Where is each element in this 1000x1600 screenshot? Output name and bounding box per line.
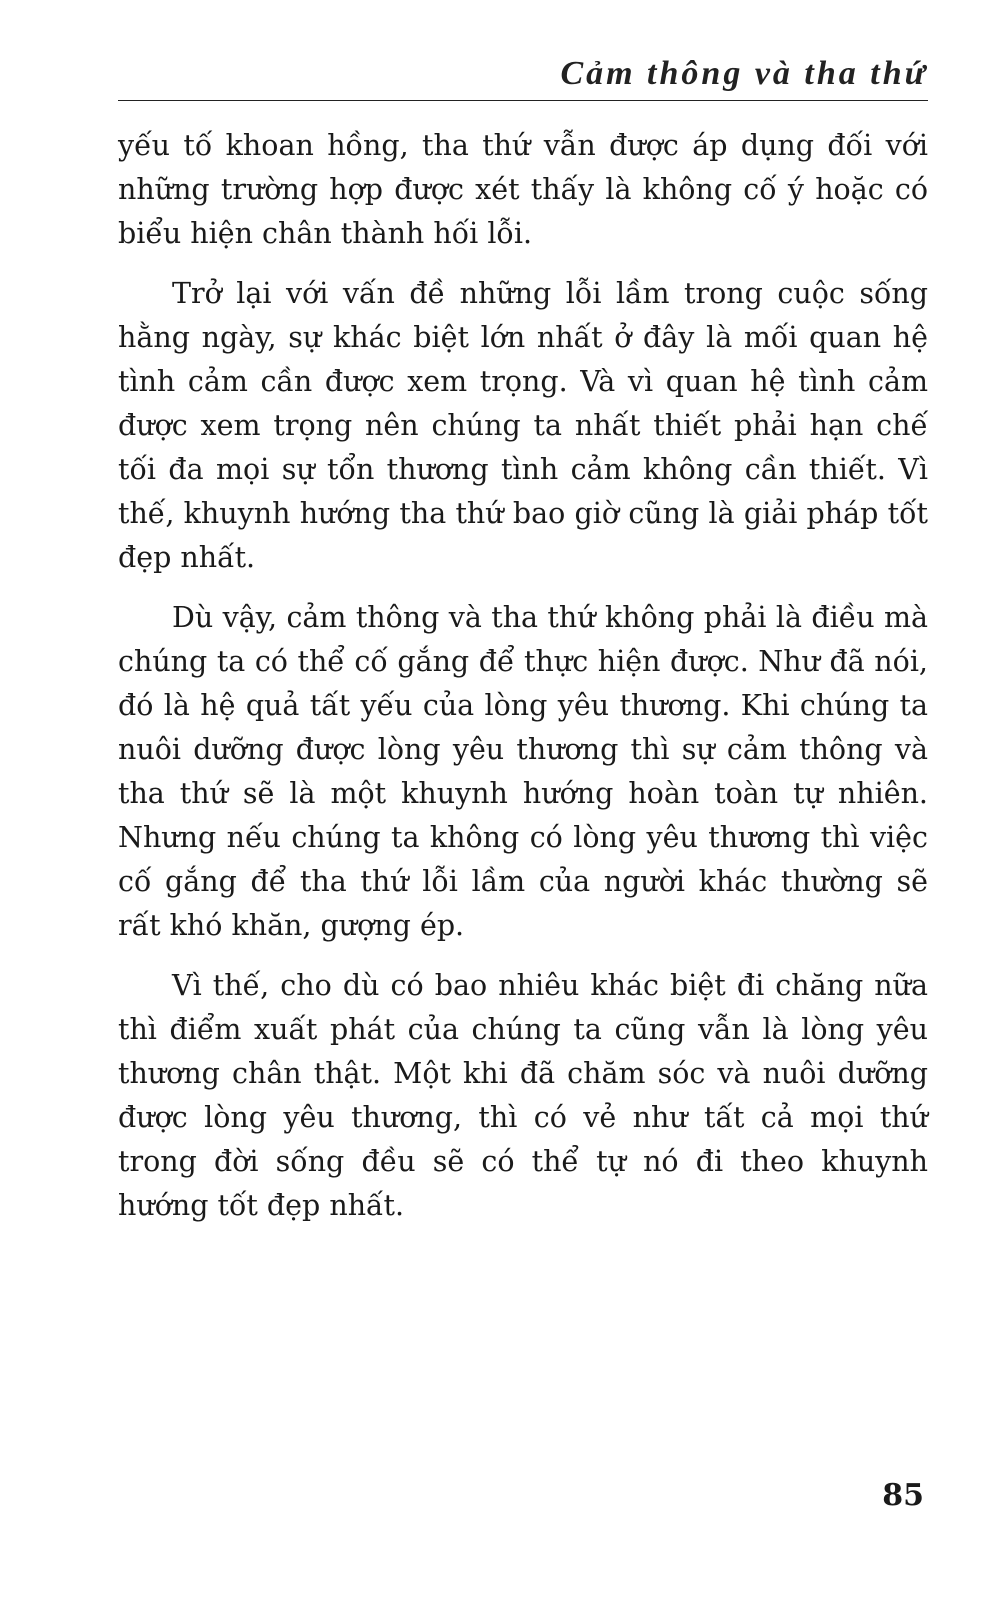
- paragraph: Vì thế, cho dù có bao nhiêu khác biệt đi chăng nữa thì điểm xuất phát của chúng ta cũng vẫn là lòng yêu thương chân thật. Một khi đã chăm sóc và nuôi dưỡng được lòng yêu thương, thì có vẻ như tất cả mọi thứ trong đời sống đều sẽ có thể tự nó đi theo khuynh hướng tốt đẹp nhất.: [118, 969, 928, 1222]
- page-body: [118, 124, 928, 1244]
- paragraph: Trở lại với vấn đề những lỗi lầm trong cuộc sống hằng ngày, sự khác biệt lớn nhất ở đây là mối quan hệ tình cảm cần được xem trọng. Và vì quan hệ tình cảm được xem trọng nên chúng ta nhất thiết phải hạn chế tối đa mọi sự tổn thương tình cảm không cần thiết. Vì thế, khuynh hướng tha thứ bao giờ cũng là giải pháp tốt đẹp nhất.: [118, 277, 928, 574]
- paragraph-continuation: yếu tố khoan hồng, tha thứ vẫn được áp dụng đối với những trường hợp được xét thấy là không cố ý hoặc có biểu hiện chân thành hối lỗi.: [118, 129, 928, 250]
- running-header: [118, 52, 928, 101]
- paragraph: Dù vậy, cảm thông và tha thứ không phải là điều mà chúng ta có thể cố gắng để thực hiện được. Như đã nói, đó là hệ quả tất yếu của lòng yêu thương. Khi chúng ta nuôi dưỡng được lòng yêu thương thì sự cảm thông và tha thứ sẽ là một khuynh hướng hoàn toàn tự nhiên. Nhưng nếu chúng ta không có lòng yêu thương thì việc cố gắng để tha thứ lỗi lầm của người khác thường sẽ rất khó khăn, gượng ép.: [118, 601, 928, 942]
- running-title: Cảm thông và tha thứ: [560, 55, 928, 92]
- page-number: 85: [882, 1478, 924, 1513]
